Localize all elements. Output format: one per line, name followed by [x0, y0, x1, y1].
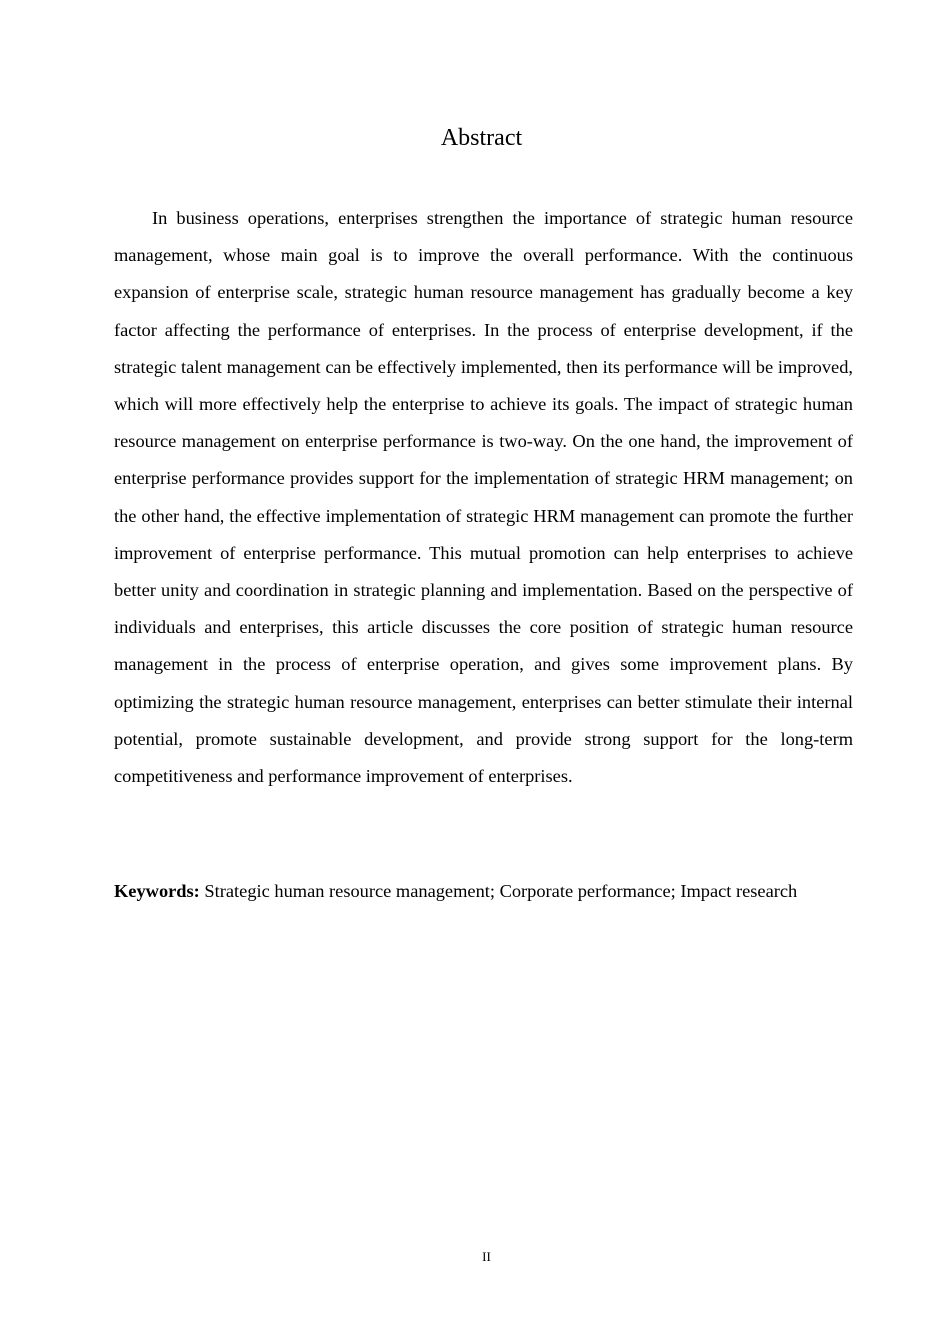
- keywords-line: [114, 876, 874, 906]
- keywords-label: Keywords:: [114, 881, 200, 901]
- page-number: II: [482, 1249, 491, 1264]
- keywords-text: Strategic human resource management; Corporate performance; Impact research: [204, 881, 798, 901]
- abstract-paragraph: In business operations, enterprises strengthen the importance of strategic human resource management, whose main goal is to improve the overall performance. With the continuous expansion of enterprise scale, strategic human resource management has gradually become a key factor affecting the performance of enterprises. In the process of enterprise development, if the strategic talent management can be effectively implemented, then its performance will be improved, which will more effectively help the enterprise to achieve its goals. The impact of strategic human resource management on enterprise performance is two-way. On the one hand, the improvement of enterprise performance provides support for the implementation of strategic HRM management; on the other hand, the effective implementation of strategic HRM management can promote the further improvement of enterprise performance. This mutual promotion can help enterprises to achieve better unity and coordination in strategic planning and implementation. Based on the perspective of individuals and enterprises, this article discusses the core position of strategic human resource management in the process of enterprise operation, and gives some improvement plans. By optimizing the strategic human resource management, enterprises can better stimulate their internal potential, promote sustainable development, and provide strong support for the long-term competitiveness and performance improvement of enterprises.: [114, 208, 853, 787]
- abstract-title: Abstract: [440, 125, 523, 151]
